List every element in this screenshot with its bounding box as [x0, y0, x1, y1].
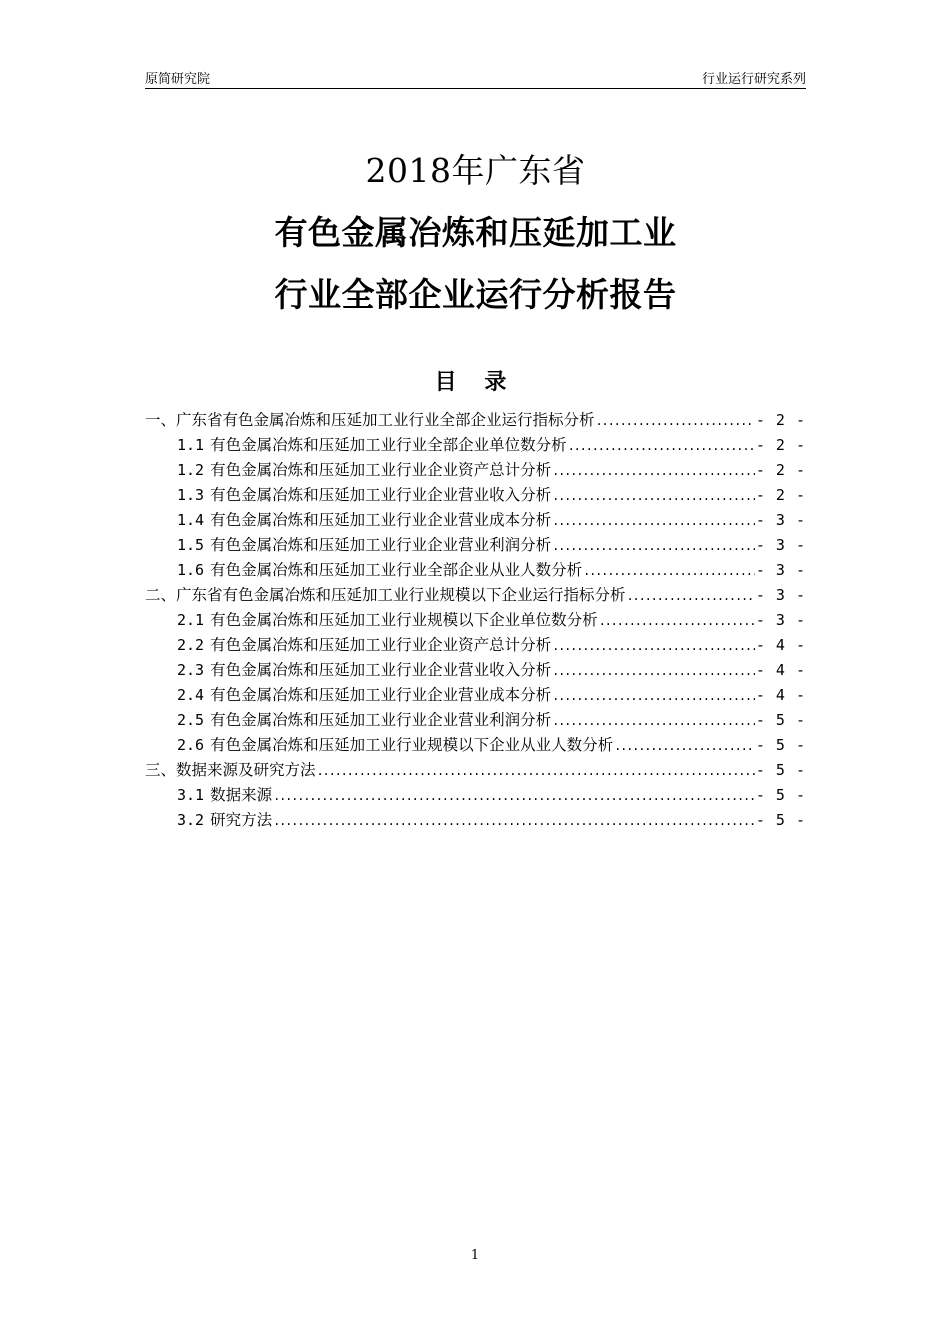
report-title	[145, 140, 806, 326]
toc-dot-leader	[552, 634, 755, 659]
toc-entry-page: - 5 -	[755, 711, 806, 729]
toc-entry-number: 2.5	[177, 711, 205, 729]
toc-entry-page: - 3 -	[755, 511, 806, 529]
toc-entry-number: 2.2	[177, 636, 205, 654]
toc-entry-page: - 3 -	[755, 611, 806, 629]
toc-entry[interactable]	[145, 458, 806, 483]
toc-dot-leader	[552, 684, 755, 709]
toc-entry-number: 3.1	[177, 786, 205, 804]
toc-dot-leader	[596, 409, 755, 434]
toc-dot-leader	[552, 534, 755, 559]
header-organization: 原简研究院	[145, 72, 211, 87]
toc-entry-page: - 2 -	[755, 411, 806, 429]
toc-entry-label: 有色金属冶炼和压延加工业行业企业营业利润分析	[210, 711, 552, 729]
toc-dot-leader	[273, 809, 755, 834]
toc-entry-label: 有色金属冶炼和压延加工业行业企业资产总计分析	[210, 461, 552, 479]
toc-entry-page: - 3 -	[755, 536, 806, 554]
toc-entry-page: - 4 -	[755, 636, 806, 654]
toc-entry[interactable]	[145, 708, 806, 733]
toc-entry[interactable]	[145, 758, 806, 783]
toc-entry-number: 1.6	[177, 561, 205, 579]
toc-entry-label: 有色金属冶炼和压延加工业行业企业营业收入分析	[210, 486, 552, 504]
toc-entry-label: 一、广东省有色金属冶炼和压延加工业行业全部企业运行指标分析	[145, 411, 595, 429]
toc-dot-leader	[583, 559, 755, 584]
toc-entry[interactable]	[145, 658, 806, 683]
toc-entry-number: 1.1	[177, 436, 205, 454]
toc-entry-number: 2.3	[177, 661, 205, 679]
toc-entry-number: 2.6	[177, 736, 205, 754]
table-of-contents	[145, 408, 806, 833]
toc-entry-label: 有色金属冶炼和压延加工业行业企业营业收入分析	[210, 661, 552, 679]
toc-entry[interactable]	[145, 533, 806, 558]
toc-entry[interactable]	[145, 558, 806, 583]
toc-entry[interactable]	[145, 733, 806, 758]
toc-entry-label: 有色金属冶炼和压延加工业行业规模以下企业从业人数分析	[210, 736, 614, 754]
page-header	[145, 66, 806, 89]
header-series: 行业运行研究系列	[701, 72, 806, 87]
toc-entry-page: - 2 -	[755, 436, 806, 454]
toc-entry-page: - 3 -	[755, 586, 806, 604]
toc-entry[interactable]	[145, 583, 806, 608]
toc-entry-label: 有色金属冶炼和压延加工业行业企业资产总计分析	[210, 636, 552, 654]
toc-entry-label: 三、数据来源及研究方法	[145, 761, 316, 779]
toc-dot-leader	[552, 509, 755, 534]
toc-entry-page: - 2 -	[755, 486, 806, 504]
toc-entry[interactable]	[145, 608, 806, 633]
toc-entry[interactable]	[145, 783, 806, 808]
toc-entry[interactable]	[145, 683, 806, 708]
toc-dot-leader	[273, 784, 755, 809]
toc-dot-leader	[599, 609, 755, 634]
toc-entry[interactable]	[145, 408, 806, 433]
toc-entry-page: - 5 -	[755, 786, 806, 804]
toc-dot-leader	[552, 484, 755, 509]
toc-entry-number: 1.5	[177, 536, 205, 554]
toc-entry-page: - 5 -	[755, 761, 806, 779]
toc-dot-leader	[552, 709, 755, 734]
toc-entry-label: 研究方法	[210, 811, 273, 829]
toc-entry[interactable]	[145, 483, 806, 508]
page-number: 1	[470, 1248, 480, 1263]
toc-entry-page: - 5 -	[755, 736, 806, 754]
toc-entry-number: 1.4	[177, 511, 205, 529]
toc-entry-page: - 4 -	[755, 661, 806, 679]
toc-entry-page: - 3 -	[755, 561, 806, 579]
toc-entry-page: - 4 -	[755, 686, 806, 704]
toc-entry-label: 有色金属冶炼和压延加工业行业全部企业单位数分析	[210, 436, 567, 454]
title-line-2: 有色金属冶炼和压延加工业	[274, 213, 677, 252]
toc-entry-label: 有色金属冶炼和压延加工业行业企业营业成本分析	[210, 511, 552, 529]
toc-entry[interactable]	[145, 808, 806, 833]
title-line-1: 2018年广东省	[365, 151, 586, 190]
toc-entry[interactable]	[145, 508, 806, 533]
toc-entry-label: 有色金属冶炼和压延加工业行业规模以下企业单位数分析	[210, 611, 598, 629]
toc-entry-label: 数据来源	[210, 786, 273, 804]
toc-dot-leader	[552, 659, 755, 684]
toc-entry-number: 2.4	[177, 686, 205, 704]
toc-entry-page: - 2 -	[755, 461, 806, 479]
toc-entry-page: - 5 -	[755, 811, 806, 829]
toc-entry-label: 二、广东省有色金属冶炼和压延加工业行业规模以下企业运行指标分析	[145, 586, 626, 604]
toc-heading: 目 录	[434, 370, 517, 395]
toc-entry-label: 有色金属冶炼和压延加工业行业企业营业利润分析	[210, 536, 552, 554]
toc-dot-leader	[614, 734, 755, 759]
toc-dot-leader	[627, 584, 755, 609]
toc-dot-leader	[568, 434, 755, 459]
toc-dot-leader	[552, 459, 755, 484]
toc-entry-number: 1.2	[177, 461, 205, 479]
toc-entry-number: 2.1	[177, 611, 205, 629]
toc-entry[interactable]	[145, 633, 806, 658]
toc-entry-label: 有色金属冶炼和压延加工业行业企业营业成本分析	[210, 686, 552, 704]
toc-entry[interactable]	[145, 433, 806, 458]
toc-dot-leader	[317, 759, 755, 784]
toc-entry-label: 有色金属冶炼和压延加工业行业全部企业从业人数分析	[210, 561, 583, 579]
title-line-3: 行业全部企业运行分析报告	[274, 275, 677, 314]
toc-entry-number: 1.3	[177, 486, 205, 504]
toc-entry-number: 3.2	[177, 811, 205, 829]
